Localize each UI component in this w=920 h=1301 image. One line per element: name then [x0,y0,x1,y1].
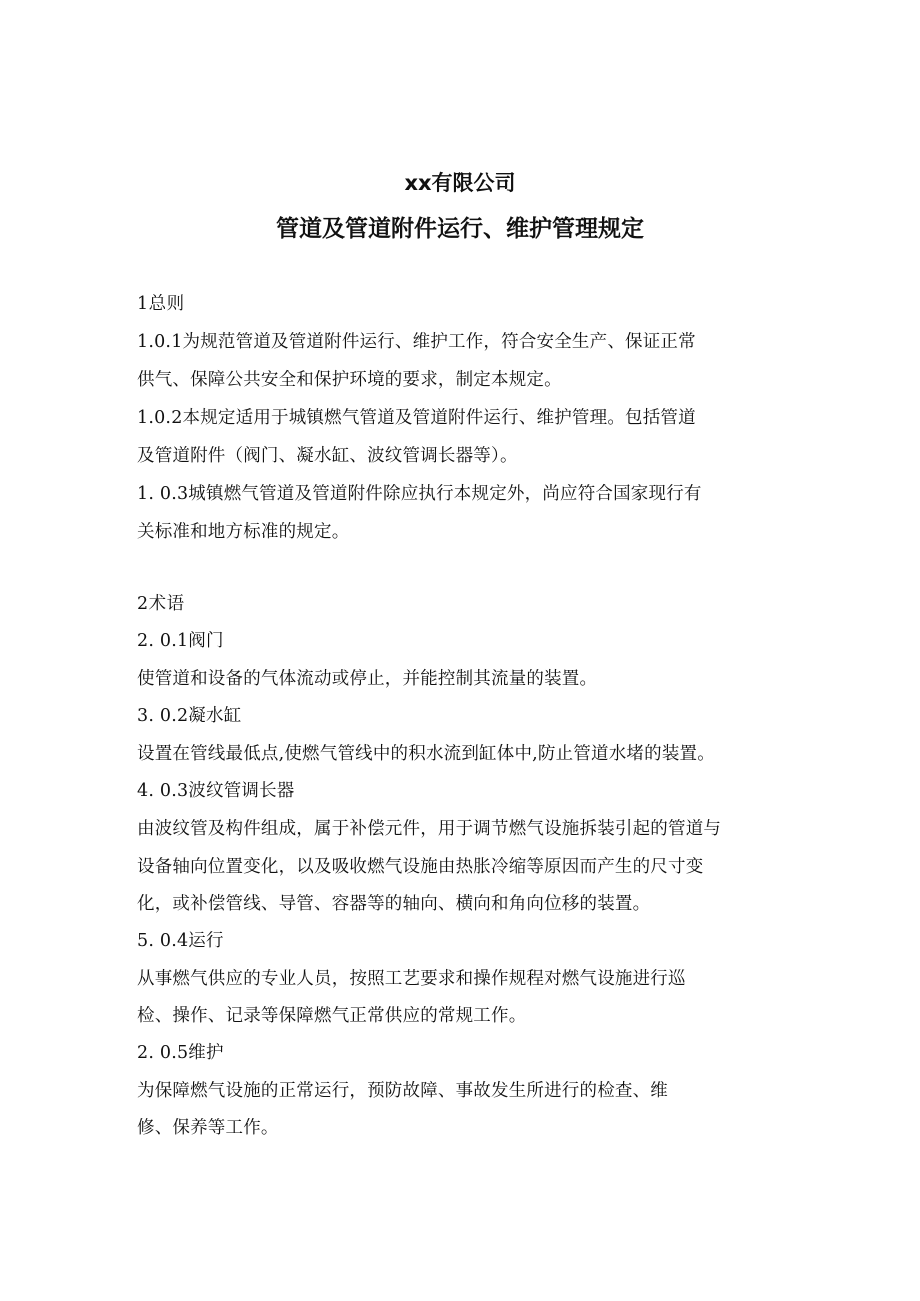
clause-1-0-1-line-1: 1.0.1为规范管道及管道附件运行、维护工作，符合安全生产、保证正常 [137,332,696,352]
term-operation-heading: 5. 0.4运行 [137,931,224,951]
document-title: 管道及管道附件运行、维护管理规定 [276,216,644,242]
section-1-heading: 1总则 [137,294,185,314]
clause-1-0-3-line-1: 1. 0.3城镇燃气管道及管道附件除应执行本规定外，尚应符合国家现行有 [137,484,702,504]
term-drip-heading: 3. 0.2凝水缸 [137,706,242,726]
term-bellows-heading: 4. 0.3波纹管调长器 [137,781,295,801]
term-valve-definition: 使管道和设备的气体流动或停止，并能控制其流量的装置。 [137,669,598,689]
clause-1-0-2-line-1: 1.0.2本规定适用于城镇燃气管道及管道附件运行、维护管理。包括管道 [137,408,696,428]
clause-1-0-3-line-2: 关标准和地方标准的规定。 [137,522,350,542]
term-maintenance-definition-line-1: 为保障燃气设施的正常运行，预防故障、事故发生所进行的检查、维 [137,1081,668,1101]
term-drip-definition: 设置在管线最低点,使燃气管线中的积水流到缸体中,防止管道水堵的装置。 [137,744,715,764]
clause-1-0-1-line-2: 供气、保障公共安全和保护环境的要求，制定本规定。 [137,370,562,390]
term-operation-definition-line-2: 检、操作、记录等保障燃气正常供应的常规工作。 [137,1006,527,1026]
term-bellows-definition-line-1: 由波纹管及构件组成，属于补偿元件，用于调节燃气设施拆装引起的管道与 [137,819,722,839]
term-maintenance-heading: 2. 0.5维护 [137,1043,224,1063]
term-operation-definition-line-1: 从事燃气供应的专业人员，按照工艺要求和操作规程对燃气设施进行巡 [137,969,686,989]
company-name: xx有限公司 [404,171,516,195]
term-valve-heading: 2. 0.1阀门 [137,631,224,651]
section-2-heading: 2术语 [137,594,185,614]
term-bellows-definition-line-2: 设备轴向位置变化，以及吸收燃气设施由热胀冷缩等原因而产生的尺寸变 [137,857,704,877]
clause-1-0-2-line-2: 及管道附件（阀门、凝水缸、波纹管调长器等）。 [137,446,518,466]
term-maintenance-definition-line-2: 修、保养等工作。 [137,1118,279,1138]
term-bellows-definition-line-3: 化，或补偿管线、导管、容器等的轴向、横向和角向位移的装置。 [137,894,651,914]
